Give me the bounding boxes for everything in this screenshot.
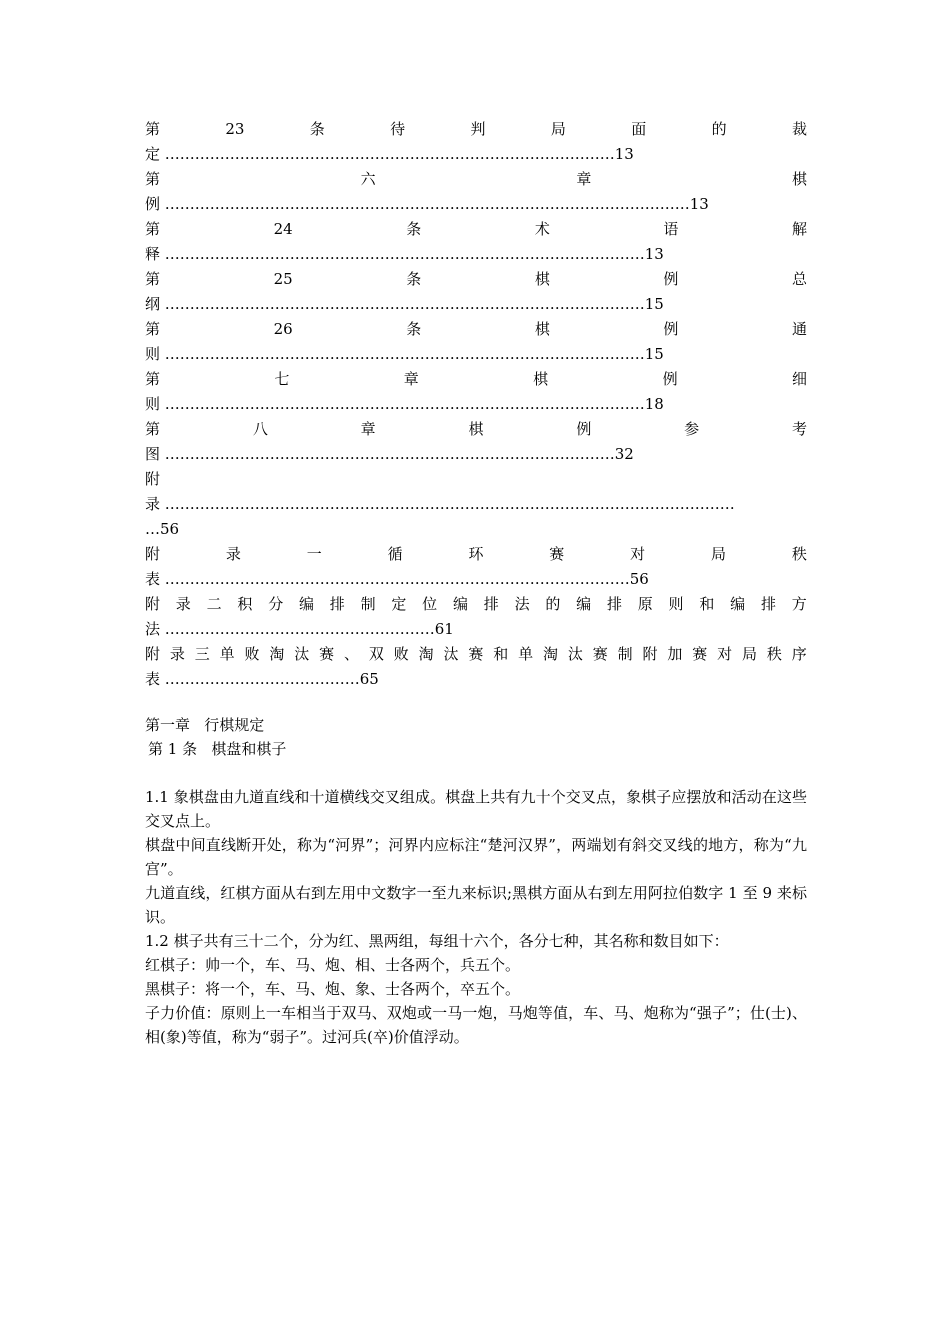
toc-leader-line: 例 ……………………………………………………………………………………………13 [145,195,709,213]
body-text [145,785,807,1049]
toc-heading-char: 棋 [534,270,550,288]
toc-heading-char: 淘 [269,645,285,663]
toc-leader-line: 则 ……………………………………………………………………………………15 [145,345,664,363]
toc-heading-line [145,467,807,492]
toc-heading-char: 条 [309,120,325,138]
toc-heading-char: 第 [145,370,161,388]
toc-heading-char: 对 [717,645,733,663]
toc-heading-char: 赛 [468,645,484,663]
toc-heading-char: 一 [306,545,322,563]
toc-heading-char: 原 [637,595,653,613]
toc-heading-char: 录 [225,545,241,563]
toc-heading-line [145,542,807,567]
toc-entry [145,117,807,167]
toc-heading-char: 赛 [549,545,565,563]
toc-heading-char: 条 [406,220,422,238]
paragraph: 棋盘中间直线断开处，称为“河界”；河界内应标注“楚河汉界”，两端划有斜交叉线的地方，称为“九宫”。 [145,836,807,878]
paragraph: 黑棋子：将一个，车、马、炮、象、士各两个，卒五个。 [145,980,521,998]
toc-heading-char: 通 [791,320,807,338]
toc-heading-char: 八 [252,420,268,438]
toc-heading-char: 23 [225,120,245,138]
toc-heading-char: 则 [668,595,684,613]
toc-entry [145,417,807,467]
toc-heading-char: 积 [237,595,253,613]
toc-page-number: …56 [145,520,180,538]
toc-heading-char: 方 [791,595,807,613]
toc-heading-char: 第 [145,270,161,288]
toc-heading-char: 章 [403,370,419,388]
toc-heading-char: 参 [684,420,700,438]
toc-heading-char: 循 [387,545,403,563]
toc-heading-char: 编 [298,595,314,613]
toc-entry [145,217,807,267]
toc-heading-char: 单 [518,645,534,663]
toc-heading-char: 章 [576,170,592,188]
toc-heading-char: 败 [244,645,260,663]
toc-heading-line [145,317,807,342]
toc-leader-line: 则 ……………………………………………………………………………………18 [145,395,664,413]
toc-heading-char: 条 [406,270,422,288]
toc-heading-char: 录 [175,595,191,613]
toc-heading-char: 第 [145,220,161,238]
toc-heading-char: 编 [730,595,746,613]
toc-heading-char: 编 [452,595,468,613]
toc-heading-char: 七 [274,370,290,388]
toc-heading-char: 定 [391,595,407,613]
toc-heading-char: 考 [791,420,807,438]
toc-heading-char: 双 [368,645,384,663]
toc-heading-char: 第 [145,320,161,338]
toc-heading-char: 编 [576,595,592,613]
toc-heading-char: 棋 [534,320,550,338]
paragraph: 子力价值：原则上一车相当于双马、双炮或一马一炮，马炮等值，车、马、炮称为“强子”；仕(士)、相(象)等值，称为“弱子”。过河兵(卒)价值浮动。 [145,1004,807,1046]
paragraph: 红棋子：帅一个，车、马、炮、相、士各两个，兵五个。 [145,956,521,974]
toc-leader-line: 纲 ……………………………………………………………………………………15 [145,295,664,313]
toc-heading-line [145,217,807,242]
toc-heading-char: 和 [493,645,509,663]
toc-heading-char: 单 [219,645,235,663]
toc-heading-char: 第 [145,420,161,438]
toc-heading-char: 排 [329,595,345,613]
toc-heading-char: 汰 [294,645,310,663]
toc-entry [145,542,807,592]
toc-heading-char: 例 [662,370,678,388]
document-page [145,117,807,1049]
toc-heading-char: 汰 [567,645,583,663]
toc-heading-char: 总 [791,270,807,288]
toc-heading-char: 败 [393,645,409,663]
toc-heading-char: 序 [791,645,807,663]
toc-heading-char: 三 [194,645,210,663]
toc-heading-char: 录 [169,645,185,663]
toc-heading-char: 局 [742,645,758,663]
article-title: 第 1 条 棋盘和棋子 [148,740,287,758]
toc-heading-char: 条 [406,320,422,338]
toc-entry [145,642,807,692]
toc-heading-char: 二 [206,595,222,613]
toc-heading-char: 局 [711,545,727,563]
toc-heading-char: 排 [760,595,776,613]
toc-entry [145,467,807,542]
toc-heading-char: 六 [360,170,376,188]
toc-heading-char: 赛 [692,645,708,663]
toc-heading-char: 秩 [766,645,782,663]
toc-leader-line: 表 …………………………………………………………………………………56 [145,570,649,588]
toc-heading-char: 排 [483,595,499,613]
toc-heading-char: 赛 [592,645,608,663]
toc-heading-char: 例 [663,320,679,338]
toc-heading-char: 面 [631,120,647,138]
toc-leader-line: 释 ……………………………………………………………………………………13 [145,245,664,263]
toc-heading-char: 棋 [533,370,549,388]
toc-heading-char: 秩 [791,545,807,563]
toc-heading-char: 加 [667,645,683,663]
toc-heading-char: 第 [145,170,161,188]
toc-entry [145,167,807,217]
toc-heading-line [145,642,807,667]
toc-heading-char: 附 [145,645,161,663]
toc-heading-char: 淘 [418,645,434,663]
toc-heading-char: 淘 [543,645,559,663]
paragraph: 1.1 象棋盘由九道直线和十道横线交叉组成。棋盘上共有九十个交叉点，象棋子应摆放和活动在这些交叉点上。 [145,788,807,830]
toc-heading-char: 排 [606,595,622,613]
toc-leader-line: 录 …………………………………………………………………………………………………… [145,495,735,513]
toc-heading-char: 棋 [791,170,807,188]
toc-entry [145,267,807,317]
toc-heading-char: 解 [791,220,807,238]
toc-heading-char: 的 [545,595,561,613]
toc-heading-char: 术 [534,220,550,238]
toc-entry [145,367,807,417]
toc-heading-line [145,367,807,392]
paragraph: 1.2 棋子共有三十二个，分为红、黑两组，每组十六个，各分七种，其名称和数目如下： [145,932,729,950]
toc-heading-char: 局 [550,120,566,138]
toc-heading-char: 判 [470,120,486,138]
toc-entry [145,317,807,367]
toc-heading-line [145,267,807,292]
toc-heading-char: 25 [273,270,293,288]
toc-heading-char: 、 [344,645,360,663]
toc-heading-char: 待 [390,120,406,138]
chapter-title: 第一章 行棋规定 [145,716,265,734]
toc-entry [145,592,807,642]
toc-heading-char: 第 [145,120,161,138]
toc-heading-char: 细 [791,370,807,388]
toc-heading-line [145,592,807,617]
toc-leader-line: 图 ………………………………………………………………………………32 [145,445,634,463]
toc-heading-char: 26 [273,320,293,338]
toc-heading-char: 例 [663,270,679,288]
paragraph: 九道直线，红棋方面从右到左用中文数字一至九来标识;黑棋方面从右到左用阿拉伯数字 1 至 9 来标识。 [145,884,807,926]
toc-heading-char: 法 [514,595,530,613]
toc-heading-char: 制 [617,645,633,663]
toc-heading-char: 章 [360,420,376,438]
toc-leader-line: 表 …………………………………65 [145,670,379,688]
toc-heading-char: 例 [576,420,592,438]
toc-leader-line: 定 ………………………………………………………………………………13 [145,145,634,163]
toc-heading-line [145,117,807,142]
toc-heading-char: 裁 [791,120,807,138]
toc-heading-char: 附 [145,470,161,488]
toc-heading-char: 语 [663,220,679,238]
toc-heading-char: 的 [711,120,727,138]
toc-heading-line [145,417,807,442]
toc-heading-char: 制 [360,595,376,613]
toc-heading-line [145,167,807,192]
toc-heading-char: 位 [422,595,438,613]
table-of-contents [145,117,807,692]
toc-heading-char: 和 [699,595,715,613]
toc-heading-char: 24 [273,220,293,238]
toc-heading-char: 附 [642,645,658,663]
toc-leader-line: 法 ………………………………………………61 [145,620,454,638]
toc-heading-char: 赛 [319,645,335,663]
toc-heading-char: 附 [145,595,161,613]
toc-heading-char: 对 [630,545,646,563]
toc-heading-char: 棋 [468,420,484,438]
toc-heading-char: 分 [268,595,284,613]
toc-heading-char: 环 [468,545,484,563]
toc-heading-char: 汰 [443,645,459,663]
toc-heading-char: 附 [145,545,161,563]
